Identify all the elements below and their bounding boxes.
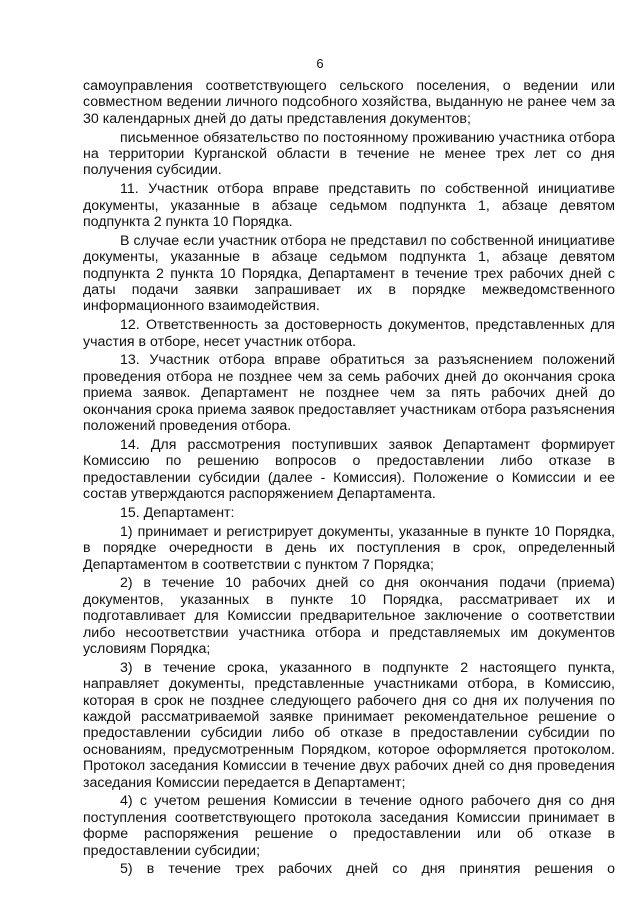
paragraph: 3) в течение срока, указанного в подпункте 2 настоящего пункта, направляет документы, представленные участниками отбора, в Комиссию, которая в срок не позднее следующего рабочего дня со дня их получения по каждой рассматриваемой заявке принимает рекомендательное решение о предоставлении субсидии либо об отказе в предоставлении субсидии по основаниям, предусмотренным Порядком, которое оформляется протоколом. Протокол заседания Комиссии в течение двух рабочих дней со дня проведения заседания Комиссии передается в Департамент; <box>83 659 615 791</box>
paragraph: 5) в течение трех рабочих дней со дня принятия решения о <box>120 861 615 878</box>
paragraph: В случае если участник отбора не представил по собственной инициативе документы, указанные в абзаце седьмом подпункта 1, абзаце девятом подпункта 2 пункта 10 Порядка, Департамент в течение трех рабочих дней с даты подачи заявки запрашивает их в порядке межведомственного информационного взаимодействия. <box>83 232 615 315</box>
paragraph: 2) в течение 10 рабочих дней со дня окончания подачи (приема) документов, указанных в пункте 10 Порядка, рассматривает их и подготавливает для Комиссии предварительное заключение о соответствии либо несоответствии участника отбора и представляемых им документов условиям Порядка; <box>83 575 615 657</box>
document-body <box>83 78 615 880</box>
paragraph: письменное обязательство по постоянному проживанию участника отбора на территории Курганской области в течение не менее трех лет со дня получения субсидии. <box>83 129 615 179</box>
paragraph: 11. Участник отбора вправе представить по собственной инициативе документы, указанные в абзаце седьмом подпункта 1, абзаце девятом подпункта 2 пункта 10 Порядка. <box>83 181 615 231</box>
paragraph: 1) принимает и регистрирует документы, указанные в пункте 10 Порядка, в порядке очередности в день их поступления в срок, определенный Департаментом в соответствии с пунктом 7 Порядка; <box>83 523 615 573</box>
paragraph: 4) с учетом решения Комиссии в течение одного рабочего дня со дня поступления соответствующего протокола заседания Комиссии принимает в форме распоряжения решение о предоставлении или об отказе в предоставлении субсидии; <box>83 793 615 859</box>
paragraph: 14. Для рассмотрения поступивших заявок Департамент формирует Комиссию по решению вопросов о предоставлении либо отказе в предоставлении субсидии (далее - Комиссия). Положение о Комиссии и ее состав утверждаются распоряжением Департамента. <box>83 436 615 503</box>
paragraph: самоуправления соответствующего сельского поселения, о ведении или совместном ведении личного подсобного хозяйства, выданную не ранее чем за 30 календарных дней до даты представления документов; <box>83 78 615 127</box>
paragraph: 13. Участник отбора вправе обратиться за разъяснением положений проведения отбора не позднее чем за семь рабочих дней до окончания срока приема заявок. Департамент не позднее чем за пять рабочих дней до окончания срока приема заявок предоставляет участникам отбора разъяснения положений проведения отбора. <box>83 352 615 435</box>
page-number: 6 <box>316 56 324 71</box>
paragraph: 12. Ответственность за достоверность документов, представленных для участия в отборе, несет участник отбора. <box>83 317 615 350</box>
paragraph: 15. Департамент: <box>120 504 235 521</box>
